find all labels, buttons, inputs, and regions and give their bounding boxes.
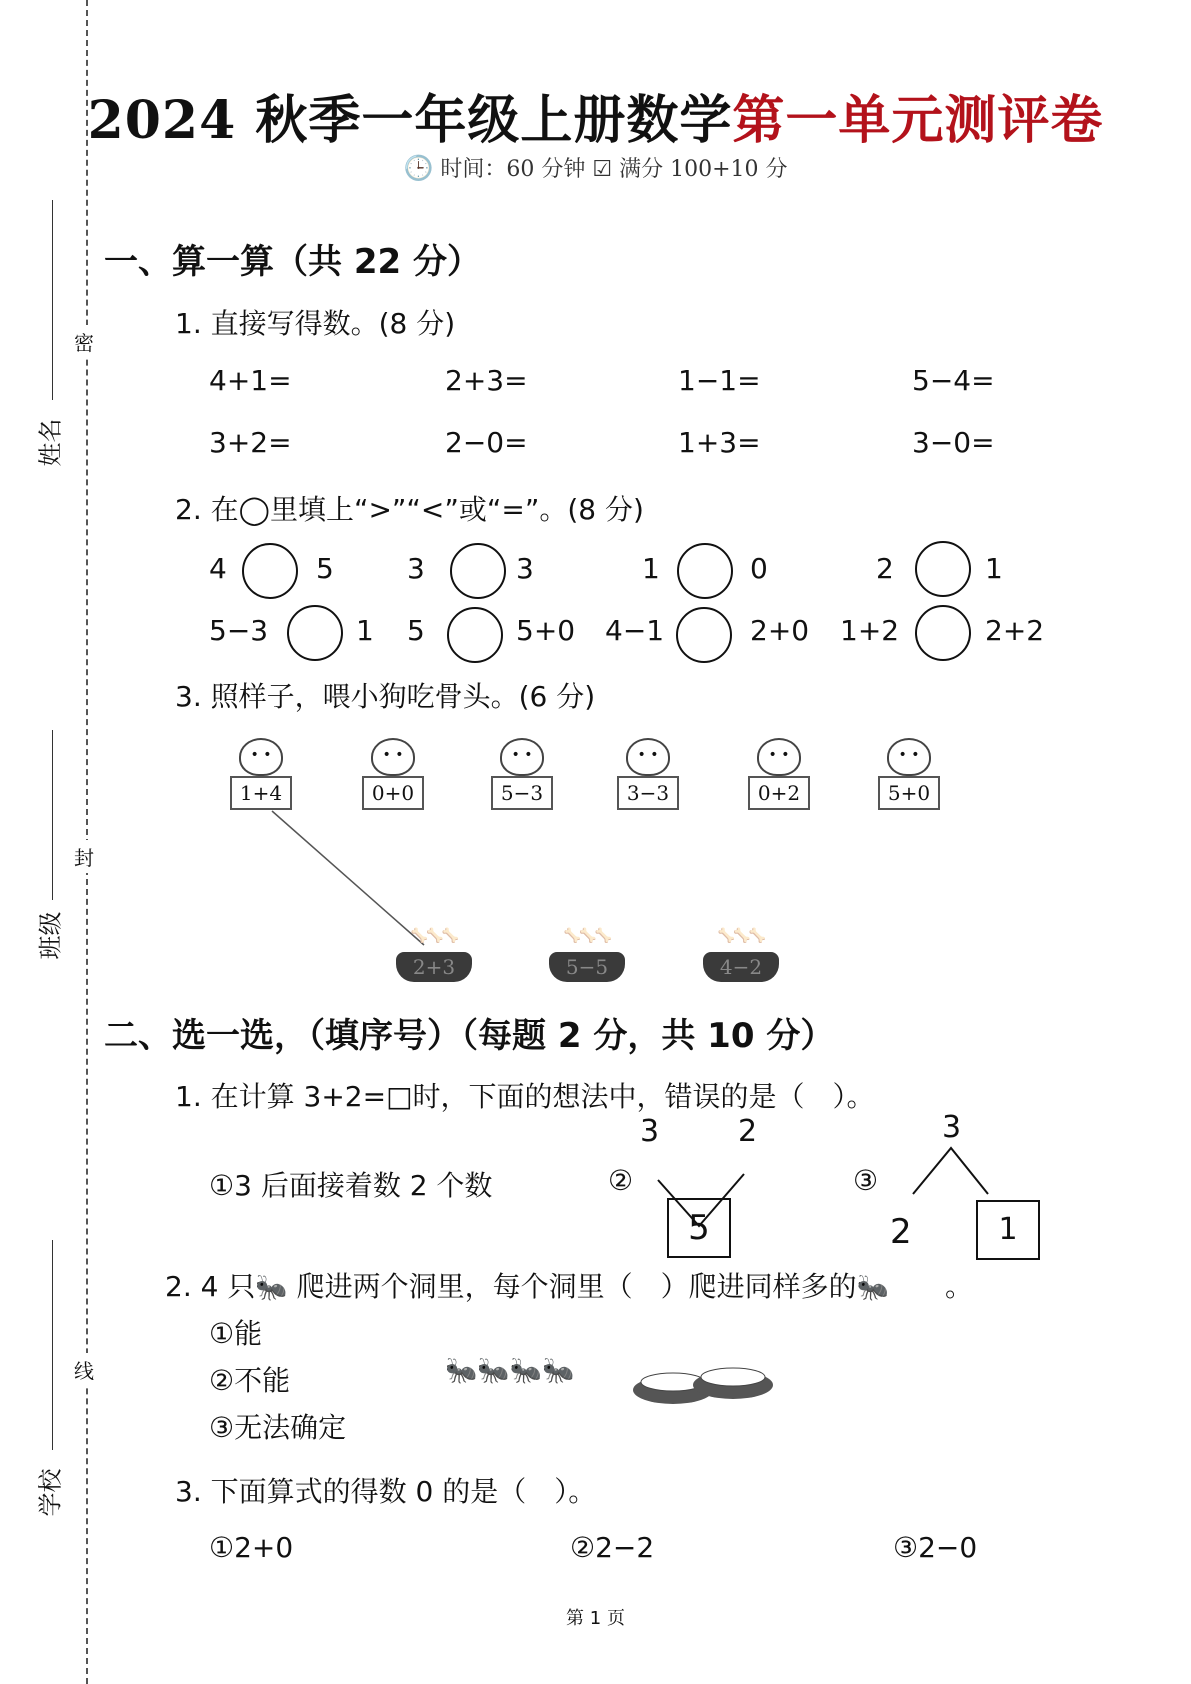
bowl-expression: 5−5 bbox=[549, 952, 625, 982]
s1-q3: 3. 照样子，喂小狗吃骨头。(6 分) bbox=[175, 680, 596, 713]
calc-item: 5−4= bbox=[912, 364, 995, 397]
page-number: 第 1 页 bbox=[566, 1608, 625, 1629]
compare-left: 4−1 bbox=[605, 614, 665, 647]
dog-expression: 5+0 bbox=[878, 776, 940, 810]
calc-item: 3+2= bbox=[209, 426, 292, 459]
bone-icon: 🦴🦴🦴 bbox=[563, 928, 611, 944]
s2-q3: 3. 下面算式的得数 0 的是（ ）。 bbox=[175, 1475, 597, 1508]
q2-text: 爬进两个洞里，每个洞里（ ）爬进同样多的 bbox=[296, 1270, 857, 1303]
q2-end: 。 bbox=[945, 1270, 974, 1303]
option-2: ②2−2 bbox=[570, 1531, 655, 1564]
dog-icon: • • bbox=[500, 738, 544, 776]
compare-right: 2+0 bbox=[750, 614, 810, 647]
option-2: ② bbox=[608, 1164, 634, 1197]
section2-heading: 二、选一选，（填序号）（每题 2 分，共 10 分） bbox=[104, 1016, 835, 1056]
dog-icon: • • bbox=[757, 738, 801, 776]
bone-icon: 🦴🦴🦴 bbox=[717, 928, 765, 944]
four-ants-icon: 🐜🐜🐜🐜 bbox=[445, 1356, 575, 1386]
seal-mi: 密 bbox=[74, 325, 94, 358]
sum-box: 5 bbox=[667, 1198, 731, 1258]
part-box: 1 bbox=[976, 1200, 1040, 1260]
ant-icon: 🐜 bbox=[856, 1273, 890, 1303]
time-text: 时间：60 分钟 bbox=[440, 157, 586, 182]
name-label: 姓名 bbox=[36, 418, 65, 467]
tree-number: 2 bbox=[738, 1114, 758, 1149]
calc-item: 3−0= bbox=[912, 426, 995, 459]
calc-item: 2+3= bbox=[445, 364, 528, 397]
tree-number: 3 bbox=[942, 1110, 962, 1145]
option-1: ①3 后面接着数 2 个数 bbox=[209, 1169, 493, 1202]
bowl-expression: 2+3 bbox=[396, 952, 472, 982]
ant-icon: 🐜 bbox=[255, 1273, 288, 1303]
q2-text: 2. 4 只 bbox=[165, 1270, 256, 1303]
compare-left: 4 bbox=[209, 552, 227, 585]
compare-left: 1+2 bbox=[840, 614, 900, 647]
compare-right: 1 bbox=[356, 614, 374, 647]
holes-icon bbox=[628, 1360, 778, 1415]
compare-left: 1 bbox=[642, 552, 660, 585]
dog-expression: 0+2 bbox=[748, 776, 810, 810]
school-label: 学校 bbox=[36, 1468, 65, 1517]
compare-left: 5 bbox=[407, 614, 425, 647]
compare-right: 1 bbox=[985, 552, 1003, 585]
seal-feng: 封 bbox=[74, 840, 94, 873]
dog-expression: 1+4 bbox=[230, 776, 292, 810]
s1-q2: 2. 在◯里填上“>”“<”或“=”。(8 分) bbox=[175, 493, 644, 526]
compare-right: 5+0 bbox=[516, 614, 576, 647]
option-3: ③ bbox=[853, 1164, 879, 1197]
dog-expression: 3−3 bbox=[617, 776, 679, 810]
compare-left: 3 bbox=[407, 552, 425, 585]
s1-q1: 1. 直接写得数。(8 分) bbox=[175, 307, 456, 340]
tree-number: 3 bbox=[640, 1114, 660, 1149]
score-text: 满分 100+10 分 bbox=[619, 157, 788, 182]
clock-icon: 🕒 bbox=[403, 154, 434, 182]
title-red: 第一单元测评卷 bbox=[732, 90, 1104, 151]
calc-item: 1+3= bbox=[678, 426, 761, 459]
dog-icon: • • bbox=[239, 738, 283, 776]
tree-number: 2 bbox=[890, 1212, 912, 1252]
calc-item: 1−1= bbox=[678, 364, 761, 397]
dog-icon: • • bbox=[887, 738, 931, 776]
option-1: ①能 bbox=[209, 1317, 263, 1350]
calendar-check-icon: ☑ bbox=[592, 157, 613, 182]
s2-q2 bbox=[165, 1265, 973, 1305]
dog-icon: • • bbox=[626, 738, 670, 776]
section1-heading: 一、算一算（共 22 分） bbox=[104, 242, 481, 282]
compare-right: 3 bbox=[516, 552, 534, 585]
calc-item: 2−0= bbox=[445, 426, 528, 459]
calc-item: 4+1= bbox=[209, 364, 292, 397]
option-2: ②不能 bbox=[209, 1364, 291, 1397]
dog-expression: 0+0 bbox=[362, 776, 424, 810]
option-3: ③2−0 bbox=[893, 1531, 978, 1564]
bone-icon: 🦴🦴🦴 bbox=[410, 928, 458, 944]
compare-right: 0 bbox=[750, 552, 768, 585]
dog-icon: • • bbox=[371, 738, 415, 776]
compare-left: 5−3 bbox=[209, 614, 269, 647]
class-label: 班级 bbox=[36, 911, 65, 960]
s2-q1: 1. 在计算 3+2=□时，下面的想法中，错误的是（ ）。 bbox=[175, 1080, 875, 1113]
dog-expression: 5−3 bbox=[491, 776, 553, 810]
seal-xian: 线 bbox=[74, 1353, 94, 1386]
option-1: ①2+0 bbox=[209, 1531, 294, 1564]
option-3: ③无法确定 bbox=[209, 1411, 347, 1444]
compare-right: 5 bbox=[316, 552, 334, 585]
compare-left: 2 bbox=[876, 552, 894, 585]
bowl-expression: 4−2 bbox=[703, 952, 779, 982]
compare-right: 2+2 bbox=[985, 614, 1045, 647]
title-main: 2024 秋季一年级上册数学 bbox=[87, 90, 733, 151]
